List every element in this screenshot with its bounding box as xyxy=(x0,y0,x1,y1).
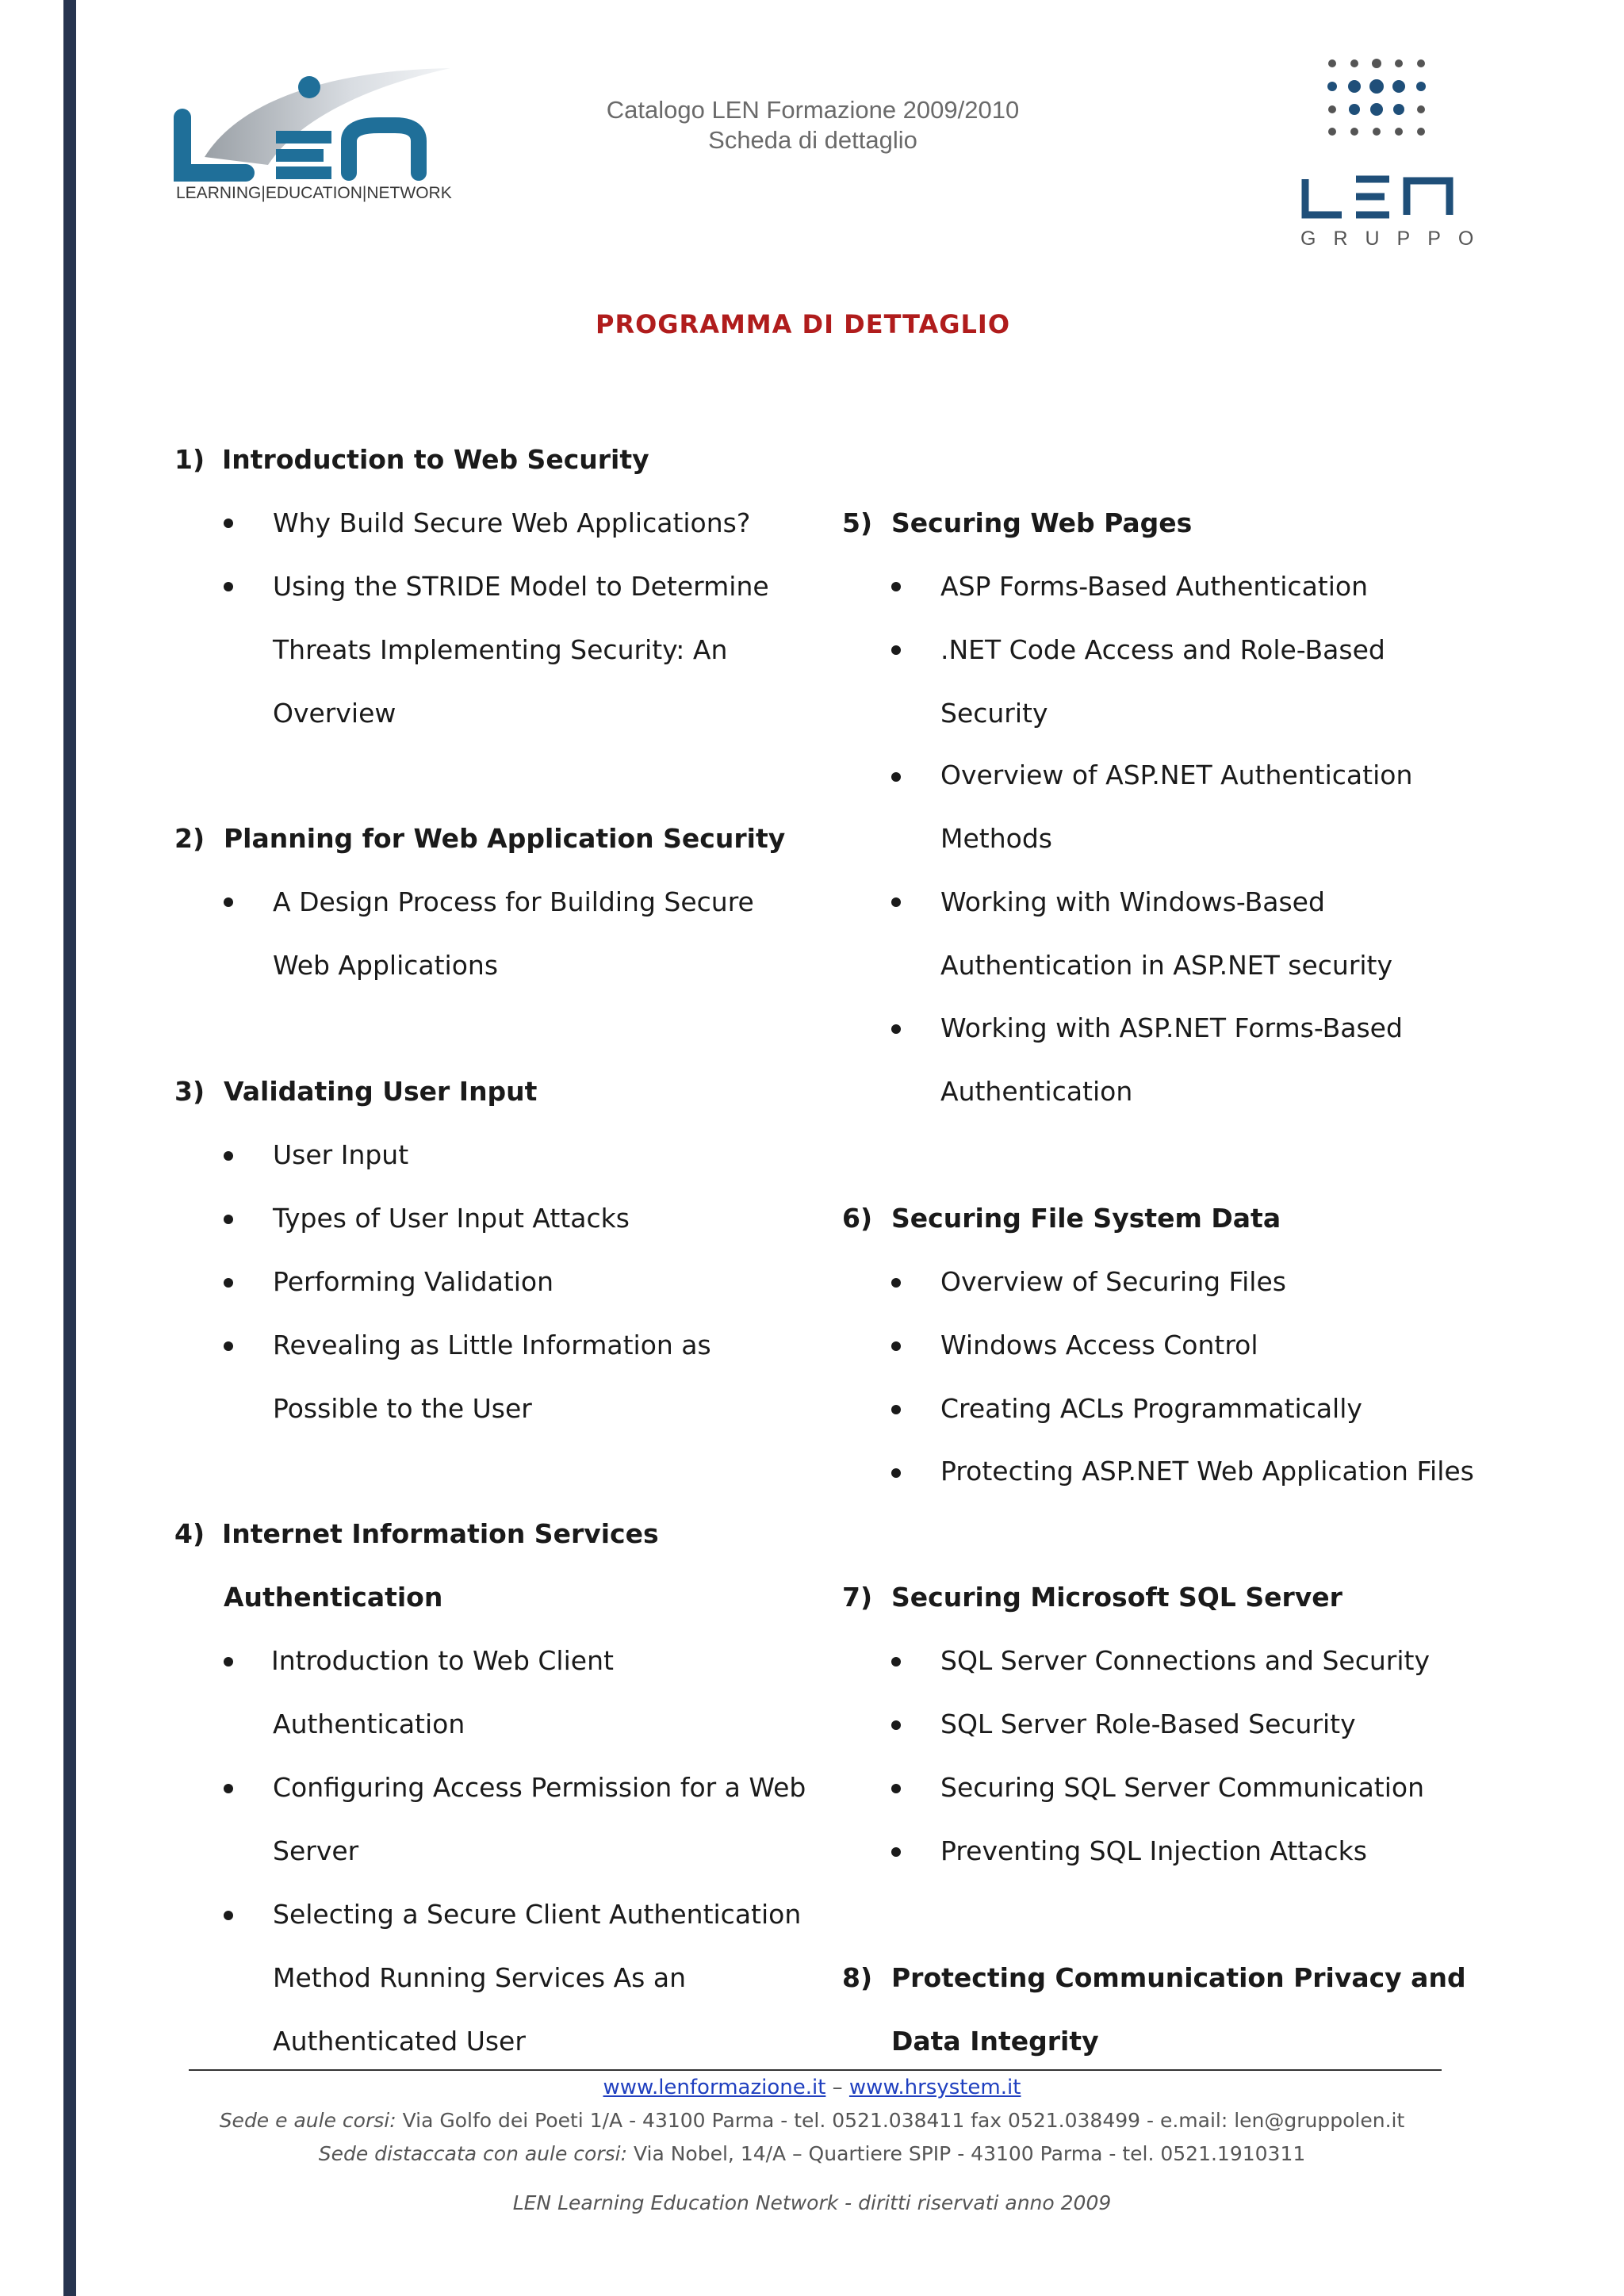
section-5-number: 5) xyxy=(842,507,873,538)
list-item: Creating ACLs Programmatically xyxy=(940,1393,1362,1424)
list-item-continuation: Web Applications xyxy=(273,950,499,981)
list-item: ASP Forms-Based Authentication xyxy=(940,571,1369,602)
list-item: Working with ASP.NET Forms-Based xyxy=(940,1012,1403,1043)
section-2-number: 2) xyxy=(174,823,205,854)
list-item-continuation: Overview xyxy=(273,698,396,729)
list-item: Protecting ASP.NET Web Application Files xyxy=(940,1456,1474,1487)
bullet-icon xyxy=(891,1847,901,1857)
bullet-icon xyxy=(224,519,233,528)
sede-label: Sede e aule corsi: xyxy=(219,2109,396,2132)
section-8-title-continuation: Data Integrity xyxy=(891,2026,1099,2057)
section-7-number: 7) xyxy=(842,1582,873,1613)
list-item-continuation: Threats Implementing Security: An xyxy=(273,634,728,665)
bullet-icon xyxy=(891,1024,901,1034)
bullet-icon xyxy=(891,1720,901,1730)
left-logo-tagline: LEARNING|EDUCATION|NETWORK xyxy=(176,184,452,202)
catalog-title: Catalogo LEN Formazione 2009/2010 xyxy=(606,96,1020,124)
section-8-number: 8) xyxy=(842,1962,873,1993)
section-2-title: Planning for Web Application Security xyxy=(224,823,786,854)
list-item: Types of User Input Attacks xyxy=(273,1203,630,1234)
footer-rights xyxy=(0,2191,1624,2214)
sede-text: Via Golfo dei Poeti 1/A - 43100 Parma - tel. 0521.038411 fax 0521.038499 - e.mail: len@gruppolen.it xyxy=(396,2109,1405,2132)
footer-address xyxy=(0,2109,1624,2132)
footer-links xyxy=(0,2076,1624,2099)
bullet-icon xyxy=(891,772,901,782)
catalog-subtitle: Scheda di dettaglio xyxy=(708,126,917,154)
list-item: Why Build Secure Web Applications? xyxy=(273,507,751,538)
list-item: Windows Access Control xyxy=(940,1330,1258,1360)
list-item-continuation: Authentication xyxy=(940,1076,1133,1107)
section-8-title: Protecting Communication Privacy and xyxy=(891,1962,1466,1993)
bullet-icon xyxy=(224,1784,233,1793)
bullet-icon xyxy=(891,1278,901,1288)
left-margin-bar xyxy=(63,0,76,2296)
link-separator: – xyxy=(825,2076,849,2099)
footer-divider xyxy=(189,2069,1442,2071)
list-item: .NET Code Access and Role-Based xyxy=(940,634,1385,665)
list-item: Working with Windows-Based xyxy=(940,886,1325,917)
list-item-continuation: Authentication in ASP.NET security xyxy=(940,950,1393,981)
list-item: Introduction to Web Client xyxy=(271,1645,614,1676)
list-item: SQL Server Connections and Security xyxy=(940,1645,1430,1676)
list-item: Overview of ASP.NET Authentication xyxy=(940,760,1413,790)
list-item: A Design Process for Building Secure xyxy=(273,886,754,917)
distaccata-label: Sede distaccata con aule corsi: xyxy=(318,2142,628,2165)
section-1-number: 1) xyxy=(174,444,205,475)
bullet-icon xyxy=(224,1341,233,1351)
hrsystem-link[interactable]: www.hrsystem.it xyxy=(848,2076,1021,2099)
list-item-continuation: Server xyxy=(273,1835,359,1866)
list-item-continuation: Authenticated User xyxy=(273,2026,526,2057)
section-6-title: Securing File System Data xyxy=(891,1203,1281,1234)
section-7-title: Securing Microsoft SQL Server xyxy=(891,1582,1342,1613)
section-3-number: 3) xyxy=(174,1076,205,1107)
bullet-icon xyxy=(224,1151,233,1161)
list-item: Configuring Access Permission for a Web xyxy=(273,1772,806,1803)
list-item-continuation: Authentication xyxy=(273,1709,465,1739)
list-item: Performing Validation xyxy=(273,1266,554,1297)
list-item: Using the STRIDE Model to Determine xyxy=(273,571,769,602)
list-item-continuation: Security xyxy=(940,698,1048,729)
right-logo-tagline: GRUPPO xyxy=(1300,228,1492,250)
bullet-icon xyxy=(891,582,901,591)
bullet-icon xyxy=(891,1341,901,1351)
bullet-icon xyxy=(891,897,901,907)
document-title: PROGRAMMA DI DETTAGLIO xyxy=(595,309,1011,339)
list-item: Preventing SQL Injection Attacks xyxy=(940,1835,1367,1866)
lenformazione-link[interactable]: www.lenformazione.it xyxy=(603,2076,826,2099)
section-4-title: Internet Information Services xyxy=(222,1518,659,1549)
bullet-icon xyxy=(224,897,233,907)
bullet-icon xyxy=(224,1278,233,1288)
rights-text: LEN Learning Education Network - diritti riservati anno 2009 xyxy=(512,2191,1112,2214)
list-item: Overview of Securing Files xyxy=(940,1266,1286,1297)
bullet-icon xyxy=(891,1784,901,1793)
bullet-icon xyxy=(224,582,233,591)
list-item: Revealing as Little Information as xyxy=(273,1330,711,1360)
section-5-title: Securing Web Pages xyxy=(891,507,1193,538)
bullet-icon xyxy=(224,1657,233,1667)
bullet-icon xyxy=(891,1468,901,1478)
bullet-icon xyxy=(891,1657,901,1667)
section-4-number: 4) xyxy=(174,1518,205,1549)
section-6-number: 6) xyxy=(842,1203,873,1234)
distaccata-text: Via Nobel, 14/A – Quartiere SPIP - 43100 Parma - tel. 0521.1910311 xyxy=(627,2142,1306,2165)
bullet-icon xyxy=(224,1215,233,1224)
list-item-continuation: Methods xyxy=(940,823,1052,854)
list-item: Selecting a Secure Client Authentication xyxy=(273,1899,802,1930)
bullet-icon xyxy=(224,1911,233,1920)
section-4-title-continuation: Authentication xyxy=(224,1582,443,1613)
list-item: Securing SQL Server Communication xyxy=(940,1772,1425,1803)
bullet-icon xyxy=(891,1405,901,1414)
list-item: User Input xyxy=(273,1139,409,1170)
section-3-title: Validating User Input xyxy=(224,1076,538,1107)
bullet-icon xyxy=(891,645,901,655)
list-item-continuation: Possible to the User xyxy=(273,1393,532,1424)
list-item: SQL Server Role-Based Security xyxy=(940,1709,1356,1739)
section-1-title: Introduction to Web Security xyxy=(222,444,649,475)
list-item-continuation: Method Running Services As an xyxy=(273,1962,687,1993)
footer-branch-address xyxy=(0,2142,1624,2165)
